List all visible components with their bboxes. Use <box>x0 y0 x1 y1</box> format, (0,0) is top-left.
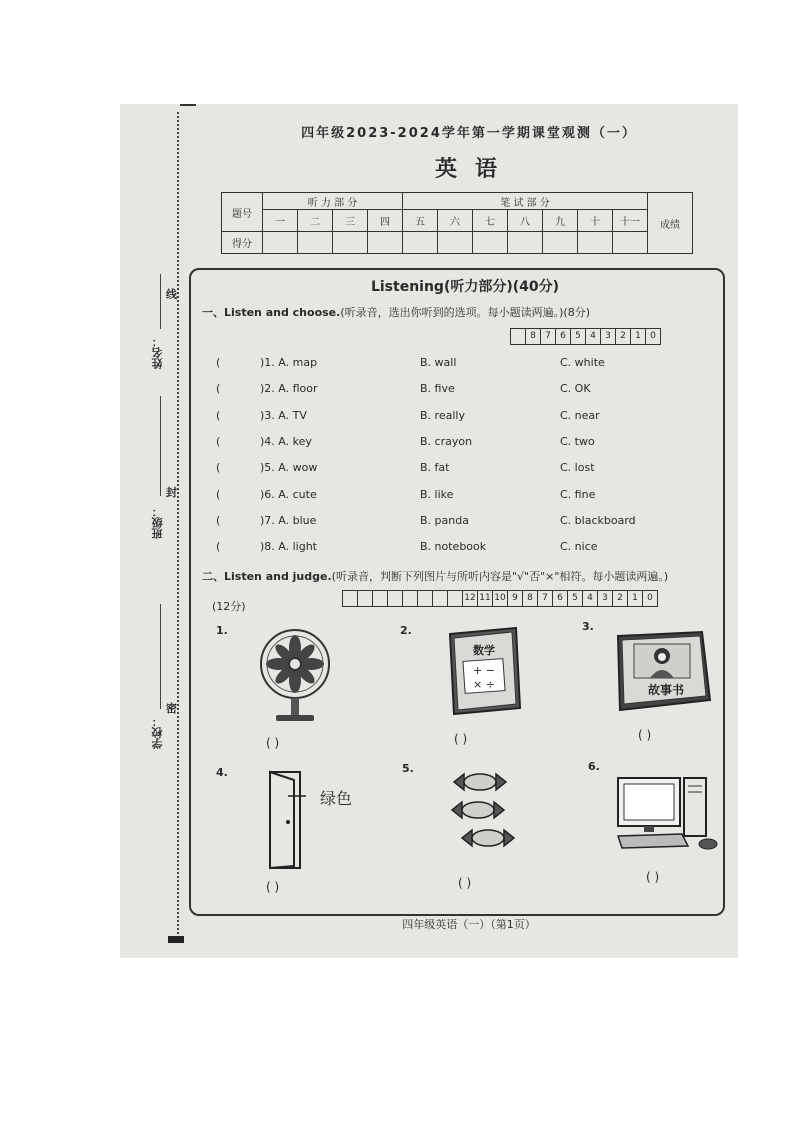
column-header-cell: 一 <box>263 210 298 232</box>
score-strip-cell[interactable]: 1 <box>631 329 646 344</box>
page-footer: 四年级英语（一）（第1页） <box>402 918 536 931</box>
answer-paren-6[interactable]: ( ) <box>646 870 660 884</box>
score-strip-cell[interactable] <box>511 329 526 344</box>
column-header-cell: 二 <box>298 210 333 232</box>
score-strip-cell[interactable]: 12 <box>463 591 478 606</box>
score-strip-cell[interactable]: 10 <box>493 591 508 606</box>
score-cell[interactable] <box>263 232 298 254</box>
score-cell[interactable] <box>578 232 613 254</box>
score-strip-cell[interactable]: 0 <box>650 331 656 341</box>
score-strip-cell[interactable] <box>448 591 463 606</box>
corner-mark <box>168 936 184 943</box>
svg-text:× ÷: × ÷ <box>473 678 495 691</box>
answer-paren-open[interactable]: ( <box>216 409 221 422</box>
math-book-picture <box>442 626 526 716</box>
option-b: B. wall <box>420 356 457 369</box>
picture-number-1: 1. <box>216 624 228 637</box>
computer-picture <box>616 776 728 856</box>
answer-paren-open[interactable]: ( <box>216 514 221 527</box>
exam-sheet <box>120 104 738 958</box>
part2-heading-en: 二、Listen and judge. <box>202 570 332 583</box>
option-a: )3. A. TV <box>260 409 307 422</box>
column-header-cell: 五 <box>403 210 438 232</box>
school-blank[interactable] <box>160 604 161 709</box>
score-strip-cell[interactable]: 5 <box>571 329 586 344</box>
option-b: B. really <box>420 409 465 422</box>
option-b: B. fat <box>420 461 450 474</box>
door-picture <box>266 768 306 872</box>
score-strip-cell[interactable]: 4 <box>583 591 598 606</box>
story-book-caption: 故事书 <box>647 683 685 697</box>
subject-title: 英语 <box>434 157 515 182</box>
option-c: C. lost <box>560 461 595 474</box>
answer-paren-open[interactable]: ( <box>216 540 221 553</box>
picture-number-2: 2. <box>400 624 412 637</box>
score-strip-cell[interactable]: 11 <box>478 591 493 606</box>
picture-number-4: 4. <box>216 766 228 779</box>
part2-heading-cn: (听录音，判断下列图片与所听内容是"√"否"×"相符。每小题读两遍。) <box>331 570 669 583</box>
option-c: C. near <box>560 409 600 422</box>
score-strip-cell[interactable] <box>373 591 388 606</box>
option-b: B. crayon <box>420 435 473 448</box>
corner-mark <box>180 104 196 106</box>
writing-group-header: 笔 试 部 分 <box>403 193 648 210</box>
story-book-picture <box>614 630 714 714</box>
score-strip-cell[interactable]: 7 <box>538 591 553 606</box>
score-strip-cell[interactable]: 3 <box>601 329 616 344</box>
answer-paren-2[interactable]: ( ) <box>454 732 468 746</box>
part2-score-strip <box>342 590 658 607</box>
listening-section-title: Listening(听力部分)(40分) <box>370 279 560 295</box>
math-book-caption: 数学 <box>473 644 495 657</box>
score-strip-cell[interactable]: 3 <box>598 591 613 606</box>
score-strip-cell[interactable]: 5 <box>568 591 583 606</box>
picture-number-3: 3. <box>582 620 594 633</box>
score-strip-cell[interactable]: 9 <box>508 591 523 606</box>
score-cell[interactable] <box>613 232 648 254</box>
answer-paren-open[interactable]: ( <box>216 435 221 448</box>
svg-text:+ −: + − <box>473 664 495 677</box>
column-header-cell: 八 <box>508 210 543 232</box>
score-cell[interactable] <box>368 232 403 254</box>
door-color-label: 绿色 <box>320 789 353 808</box>
school-label: 学校： <box>151 716 164 749</box>
listening-group-header: 听 力 部 分 <box>263 193 403 210</box>
score-cell[interactable] <box>333 232 368 254</box>
option-a: )4. A. key <box>260 435 312 448</box>
score-cell[interactable] <box>543 232 578 254</box>
part1-score-strip <box>510 328 661 345</box>
score-strip-cell[interactable]: 6 <box>556 329 571 344</box>
part1-heading-cn: (听录音，选出你听到的选项。每小题读两遍。)(8分) <box>340 306 590 319</box>
result-label: 成绩 <box>648 193 693 254</box>
column-header-cell: 三 <box>333 210 368 232</box>
binding-mark-secret: 密 <box>166 702 177 715</box>
option-a: )7. A. blue <box>260 514 317 527</box>
score-strip-cell[interactable]: 6 <box>553 591 568 606</box>
column-header-cell: 四 <box>368 210 403 232</box>
exam-title: 四年级2023-2024学年第一学期课堂观测（一） <box>301 126 637 141</box>
score-row-label: 得分 <box>222 232 263 254</box>
option-b: B. five <box>420 382 455 395</box>
name-label: 姓名： <box>151 336 164 369</box>
option-a: )1. A. map <box>260 356 318 369</box>
option-c: C. white <box>560 356 605 369</box>
score-strip-cell[interactable]: 8 <box>526 329 541 344</box>
option-b: B. notebook <box>420 540 487 553</box>
score-strip-cell[interactable]: 7 <box>541 329 556 344</box>
answer-paren-5[interactable]: ( ) <box>458 876 472 890</box>
answer-paren-open[interactable]: ( <box>216 382 221 395</box>
option-c: C. two <box>560 435 595 448</box>
option-b: B. like <box>420 488 454 501</box>
option-a: )8. A. light <box>260 540 317 553</box>
option-a: )2. A. floor <box>260 382 318 395</box>
column-header-cell: 七 <box>473 210 508 232</box>
answer-paren-4[interactable]: ( ) <box>266 880 280 894</box>
part1-heading <box>202 304 590 320</box>
score-strip-cell[interactable] <box>358 591 373 606</box>
score-strip-cell[interactable]: 2 <box>616 329 631 344</box>
score-cell[interactable] <box>508 232 543 254</box>
score-strip-cell[interactable]: 4 <box>586 329 601 344</box>
picture-number-6: 6. <box>588 760 600 773</box>
candies-picture <box>450 768 530 864</box>
score-strip-cell[interactable] <box>433 591 448 606</box>
score-strip-cell[interactable] <box>343 591 358 606</box>
answer-paren-open[interactable]: ( <box>216 356 221 369</box>
score-table <box>221 192 693 254</box>
option-c: C. fine <box>560 488 596 501</box>
score-strip-cell[interactable] <box>403 591 418 606</box>
answer-paren-open[interactable]: ( <box>216 461 221 474</box>
column-header-cell: 十一 <box>613 210 648 232</box>
answer-paren-3[interactable]: ( ) <box>638 728 652 742</box>
option-c: C. blackboard <box>560 514 636 527</box>
option-a: )5. A. wow <box>260 461 318 474</box>
fan-picture <box>258 626 332 726</box>
class-blank[interactable] <box>160 396 161 496</box>
score-cell[interactable] <box>473 232 508 254</box>
binding-dotted-line <box>177 112 179 934</box>
option-c: C. nice <box>560 540 598 553</box>
option-c: C. OK <box>560 382 591 395</box>
score-cell[interactable] <box>298 232 333 254</box>
score-strip-cell[interactable]: 8 <box>523 591 538 606</box>
score-cell[interactable] <box>438 232 473 254</box>
option-a: )6. A. cute <box>260 488 317 501</box>
part2-points: (12分) <box>212 600 246 613</box>
picture-number-5: 5. <box>402 762 414 775</box>
question-number-label: 题号 <box>222 193 263 232</box>
answer-paren-1[interactable]: ( ) <box>266 736 280 750</box>
part1-heading-en: 一、Listen and choose. <box>202 306 341 319</box>
column-header-cell: 九 <box>543 210 578 232</box>
column-header-cell: 六 <box>438 210 473 232</box>
score-strip-cell[interactable] <box>418 591 433 606</box>
binding-mark-seal: 封 <box>166 486 177 499</box>
score-strip-cell[interactable]: 1 <box>628 591 643 606</box>
part2-heading <box>202 568 668 584</box>
score-cell[interactable] <box>403 232 438 254</box>
score-strip-cell[interactable]: 2 <box>613 591 628 606</box>
score-strip-cell[interactable]: 0 <box>647 593 653 603</box>
option-b: B. panda <box>420 514 469 527</box>
score-strip-cell[interactable] <box>388 591 403 606</box>
column-header-cell: 十 <box>578 210 613 232</box>
binding-mark-line: 线 <box>166 288 177 301</box>
class-label: 班级： <box>151 506 164 539</box>
answer-paren-open[interactable]: ( <box>216 488 221 501</box>
